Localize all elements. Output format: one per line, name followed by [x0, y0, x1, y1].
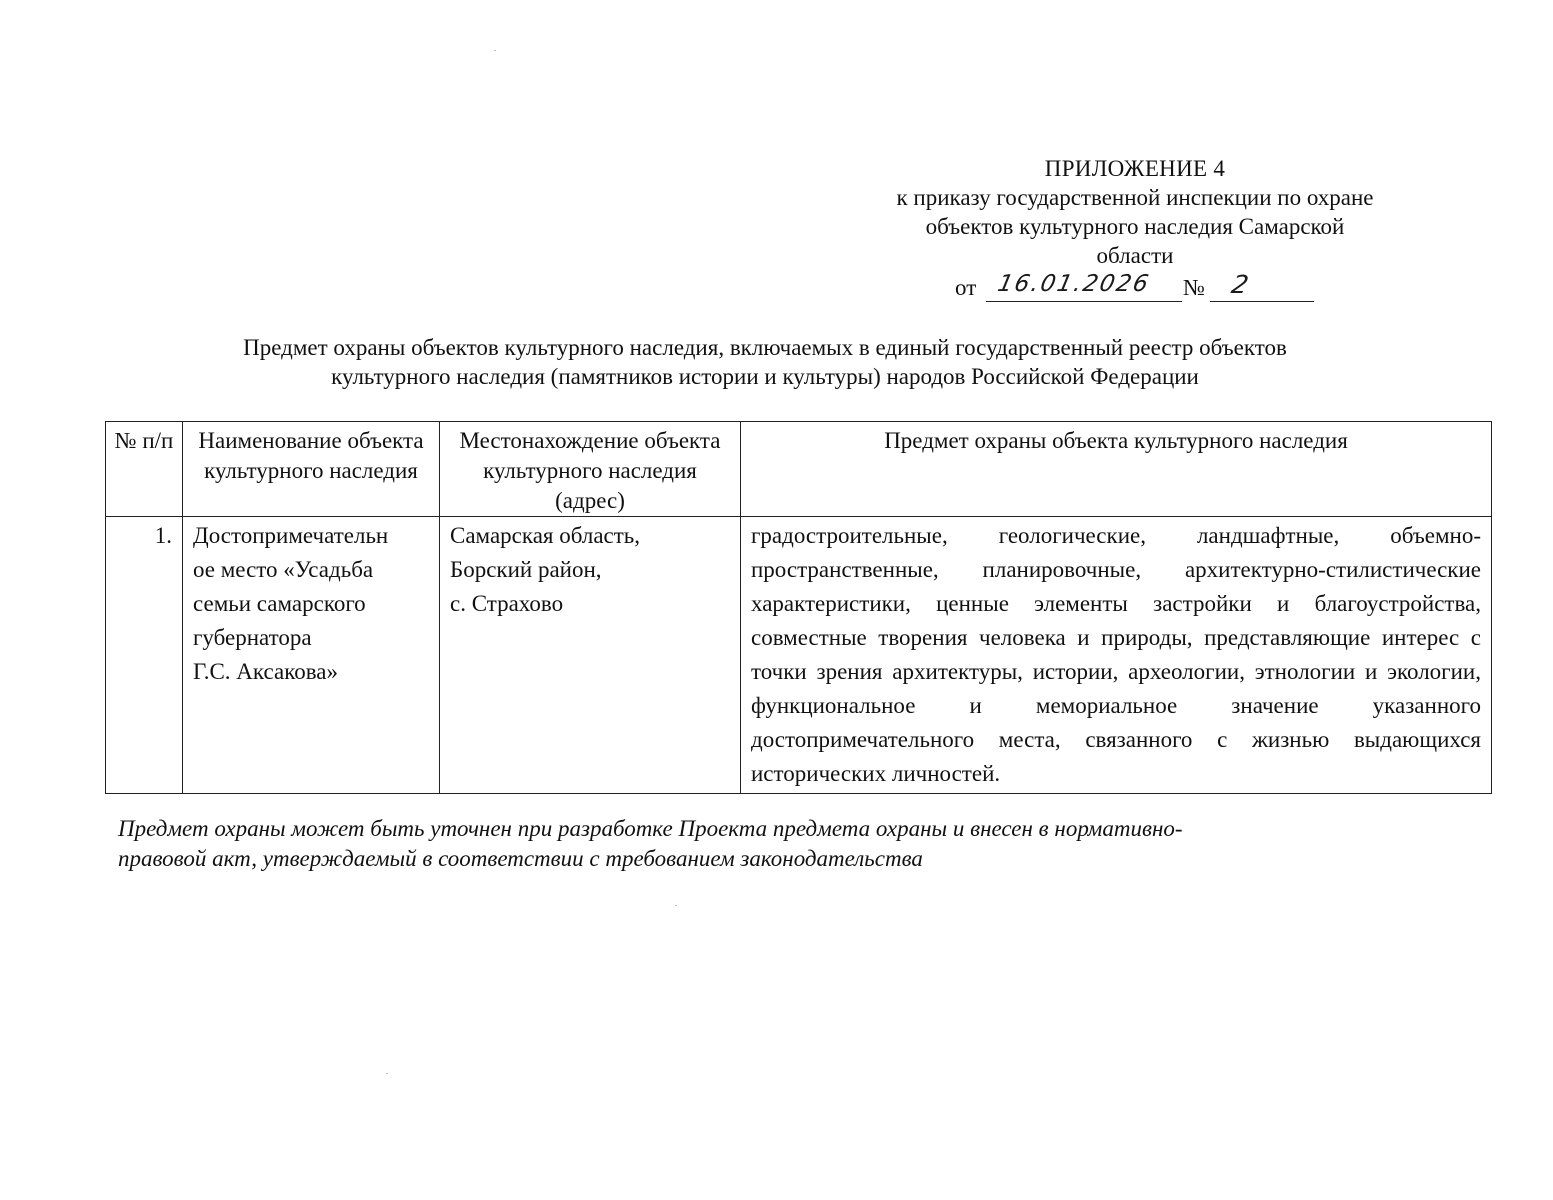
header-subject: Предмет охраны объекта культурного наследия [741, 422, 1492, 517]
row-subject: градостроительные, геологические, ландшафтные, объемно-пространственные, планировочные, архитектурно-стилистические характеристики, ценные элементы застройки и благоустройства, совместные творения человека и природы, представляющие интерес с точки зрения архитектуры, истории, археологии, этнологии и экологии, функциональное и мемориальное значение указанного достопримечательного места, связанного с жизнью выдающихся исторических личностей. [741, 517, 1492, 794]
document-title-line-2: культурного наследия (памятников истории и культуры) народов Российской Федерации [331, 364, 1199, 389]
document-title-line-1: Предмет охраны объектов культурного наследия, включаемых в единый государственный реестр объектов [243, 335, 1287, 360]
footnote-line-1: Предмет охраны может быть уточнен при разработке Проекта предмета охраны и внесен в нормативно- [118, 816, 1183, 841]
scan-speck [494, 50, 496, 51]
row-name: Достопримечательн ое место «Усадьба семьи самарского губернатора Г.С. Аксакова» [183, 517, 440, 794]
footnote [118, 814, 1358, 874]
order-number-value: 2 [1228, 270, 1253, 299]
heritage-table [105, 421, 1492, 794]
order-number-field [1210, 271, 1314, 302]
table-row [106, 517, 1492, 794]
document-title [150, 333, 1380, 391]
header-location: Местонахождение объекта культурного наследия (адрес) [440, 422, 741, 517]
appendix-line-3: области [1096, 243, 1174, 268]
header-num: № п/п [106, 422, 183, 517]
order-date-line [840, 271, 1430, 303]
appendix-block [840, 154, 1430, 303]
appendix-line-2: объектов культурного наследия Самарской [925, 214, 1345, 239]
row-num: 1. [106, 517, 183, 794]
number-sign: № [1183, 275, 1205, 300]
header-name: Наименование объекта культурного наследия [183, 422, 440, 517]
appendix-title: ПРИЛОЖЕНИЕ 4 [1044, 156, 1226, 181]
appendix-line-1: к приказу государственной инспекции по охране [896, 185, 1374, 210]
order-date-field [986, 271, 1182, 302]
scan-speck [386, 1073, 388, 1074]
table-header-row [106, 422, 1492, 517]
order-date-value: 16.01.2026 [995, 271, 1153, 297]
row-location: Самарская область, Борский район, с. Страхово [440, 517, 741, 794]
footnote-line-2: правовой акт, утверждаемый в соответствии с требованием законодательства [118, 846, 923, 871]
scan-speck [675, 905, 677, 906]
date-prefix: от [955, 275, 977, 300]
